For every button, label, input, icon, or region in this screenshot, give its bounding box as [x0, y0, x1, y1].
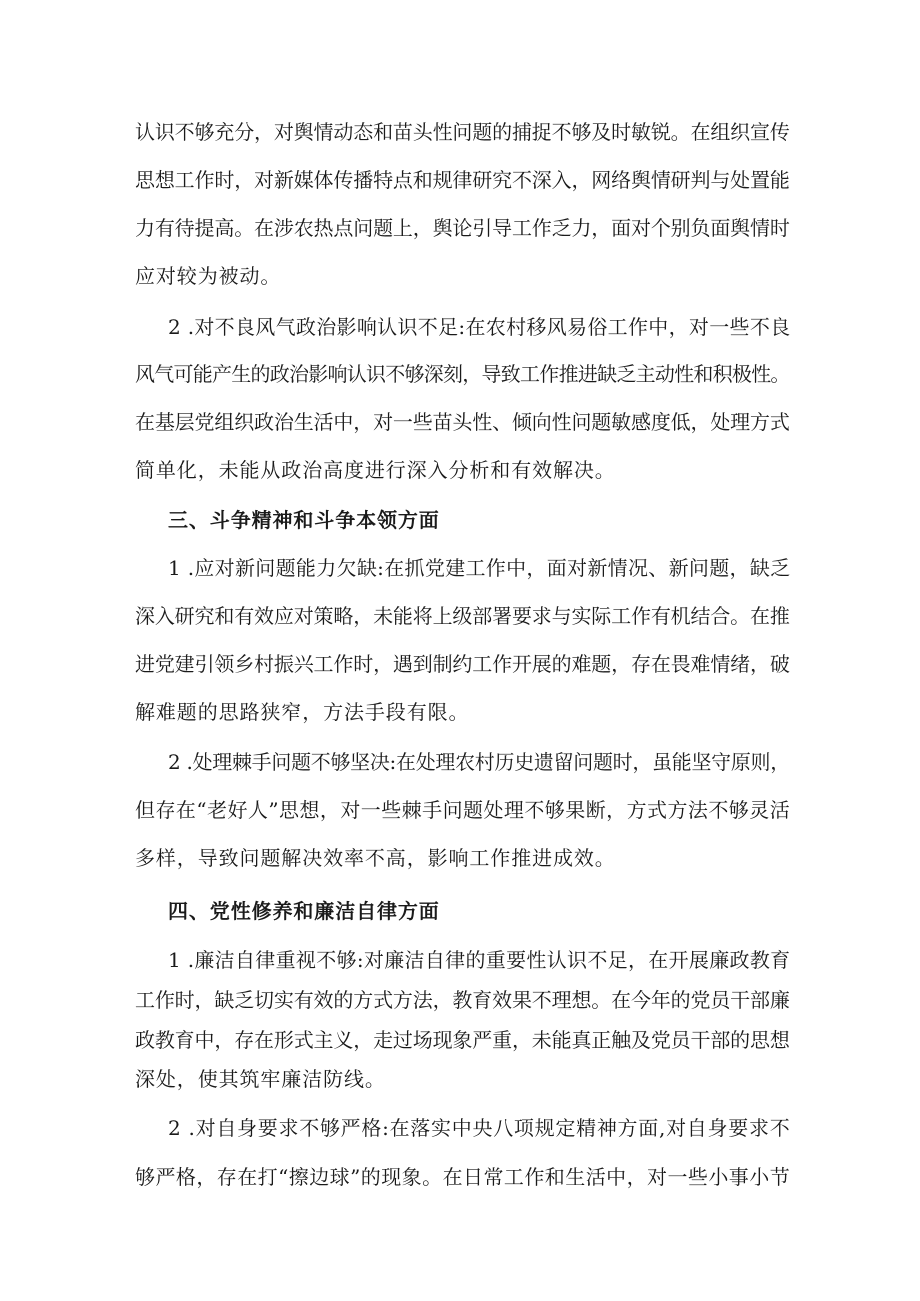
section-heading: 四、党性修养和廉洁自律方面 [168, 899, 440, 923]
text-line: 够严格，存在打“擦边球”的现象。在日常工作和生活中，对一些小事小节 [135, 1165, 791, 1189]
text-line: 力有待提高。在涉农热点问题上，舆论引导工作乏力，面对个别负面舆情时 [135, 216, 790, 240]
text-line: 应对较为被动。 [135, 264, 282, 288]
text-line: 思想工作时，对新媒体传播特点和规律研究不深入，网络舆情研判与处置能 [135, 168, 790, 192]
text-line: 2 .处理棘手问题不够坚决:在处理农村历史遗留问题时，虽能坚守原则， [168, 750, 790, 774]
text-line: 深入研究和有效应对策略，未能将上级部署要求与实际工作有机结合。在推 [135, 604, 790, 628]
text-line: 工作时，缺乏切实有效的方式方法，教育效果不理想。在今年的党员干部廉 [135, 988, 790, 1012]
text-line: 简单化，未能从政治高度进行深入分析和有效解决。 [135, 458, 616, 482]
text-line: 政教育中，存在形式主义，走过场现象严重，未能真正触及党员干部的思想 [135, 1028, 790, 1052]
text-line: 深处，使其筑牢廉洁防线。 [135, 1067, 386, 1091]
text-line: 在基层党组织政治生活中，对一些苗头性、倾向性问题敏感度低，处理方式 [135, 410, 790, 434]
text-line: 多样，导致问题解决效率不高，影响工作推进成效。 [135, 846, 616, 870]
text-line: 解难题的思路狭窄，方法手段有限。 [135, 700, 470, 724]
text-line: 认识不够充分，对舆情动态和苗头性问题的捕捉不够及时敏锐。在组织宣传 [135, 120, 790, 144]
text-line: 风气可能产生的政治影响认识不够深刻，导致工作推进缺乏主动性和积极性。 [135, 362, 790, 386]
text-line: 进党建引领乡村振兴工作时，遇到制约工作开展的难题，存在畏难情绪，破 [135, 652, 790, 676]
text-line: 1 .应对新问题能力欠缺:在抓党建工作中，面对新情况、新问题，缺乏 [168, 556, 791, 580]
text-line: 2 .对自身要求不够严格:在落实中央八项规定精神方面,对自身要求不 [168, 1116, 791, 1140]
section-heading: 三、斗争精神和斗争本领方面 [168, 508, 440, 532]
text-line: 但存在“老好人”思想，对一些棘手问题处理不够果断，方式方法不够灵活 [135, 798, 791, 822]
text-line: 2 .对不良风气政治影响认识不足:在农村移风易俗工作中，对一些不良 [168, 315, 791, 339]
text-line: 1 .廉洁自律重视不够:对廉洁自律的重要性认识不足，在开展廉政教育 [168, 948, 791, 972]
